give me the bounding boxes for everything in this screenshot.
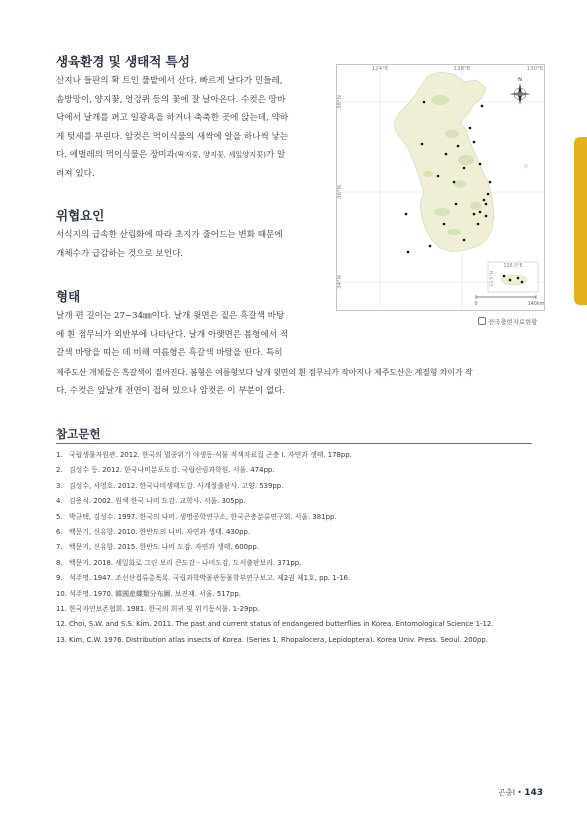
reference-item xyxy=(56,556,536,571)
reference-text: 김성수, 서영호. 2012. 한국나비생태도감. 사계절출판사. 고양. 539pp. xyxy=(69,481,284,490)
lat-label-1: 38°N xyxy=(337,95,343,109)
inset-lat-label: 33.5°N xyxy=(490,271,495,287)
reference-text: 백문기, 신유항. 2010. 한반도의 나비. 자연과 생태. 430pp. xyxy=(69,527,251,536)
reference-number: 6. xyxy=(56,527,63,536)
habitat-line-1: 산지나 들판의 확 트인 풀밭에서 산다. 빠르게 날다가 민들레, xyxy=(56,76,283,86)
reference-number: 7. xyxy=(56,543,63,552)
reference-item xyxy=(56,540,536,555)
reference-text: 백문기, 신유항. 2015. 한반도 나비 도감. 자연과 생태. 600pp. xyxy=(69,543,259,552)
reference-item xyxy=(56,463,536,478)
reference-number: 4. xyxy=(56,497,63,506)
lat-label-2: 36°N xyxy=(337,185,343,199)
threat-paragraph xyxy=(56,226,324,263)
reference-item xyxy=(56,510,536,525)
reference-text: 김성수 등. 2012. 한국나비분포도감. 국립산림과학원. 서울. 474pp. xyxy=(69,466,275,475)
reference-text: 석주명. 1970. 韓國産蝶類分布圖. 보진재. 서울. 517pp. xyxy=(69,589,241,598)
morphology-paragraph xyxy=(56,307,546,401)
morph-line-1: 날개 편 길이는 27~34㎜이다. 날개 윗면은 짙은 흑갈색 바탕 xyxy=(56,311,285,321)
reference-text: 김용식. 2002. 원색 한국 나비 도감. 교학사. 서울. 305pp. xyxy=(69,497,246,506)
reference-text: 백문기. 2018. 세밀화로 그린 보리 큰도감 - 나비도감. 도서출판보리. 371pp. xyxy=(69,558,302,567)
reference-text: 박규택, 김성수. 1997. 한국의 나비. 생명공학연구소, 한국곤충분류연구회. 서울. 381pp. xyxy=(69,512,337,521)
threat-line-1: 서식지의 급속한 산림화에 따라 초지가 줄어드는 변화 때문에 xyxy=(56,230,283,240)
threat-heading: 위협요인 xyxy=(56,208,105,223)
habitat-line-3: 닥에서 날개를 펴고 일광욕을 하거나 축축한 곳에 앉는데, 약하 xyxy=(56,113,289,123)
page-footer xyxy=(498,787,543,798)
reference-item xyxy=(56,571,536,586)
morph-line-5: 다. 수컷은 앞날개 전연이 접혀 있으나 암컷은 이 부분이 없다. xyxy=(56,386,286,396)
habitat-line-5: 다. 애벌레의 먹이식물은 장미과 xyxy=(56,150,175,160)
reference-number: 12. xyxy=(56,620,67,629)
reference-item xyxy=(56,448,536,463)
references-divider xyxy=(56,443,532,444)
reference-item xyxy=(56,633,536,648)
reference-number: 13. xyxy=(56,635,67,644)
references-list xyxy=(56,448,536,648)
reference-number: 1. xyxy=(56,451,63,459)
reference-number: 11. xyxy=(56,604,67,613)
threat-line-2: 개체수가 급감하는 것으로 보인다. xyxy=(56,248,184,259)
reference-number: 2. xyxy=(56,466,63,475)
reference-number: 3. xyxy=(56,481,63,490)
map-caption-text: 전국출현자료현황 xyxy=(488,318,538,326)
reference-number: 10. xyxy=(56,589,67,598)
data-source-icon xyxy=(478,317,486,325)
scale-start: 0 xyxy=(474,302,478,307)
morphology-heading: 형태 xyxy=(56,289,81,304)
lon-label-3: 130°E xyxy=(526,66,544,72)
chapter-side-tab xyxy=(574,137,587,305)
scale-end: 140km xyxy=(527,302,545,307)
footer-section-label: 곤충Ⅰ xyxy=(498,788,515,797)
reference-item xyxy=(56,494,536,509)
habitat-heading: 생육환경 및 생태적 특성 xyxy=(56,54,190,69)
reference-item xyxy=(56,587,536,602)
morph-line-4: 제주도산 개체들은 흑갈색이 짙어진다. 봄형은 여름형보다 날개 윗면의 흰 점무늬가 작아지나 제주도산은 계절형 차이가 작 xyxy=(56,366,473,377)
inset-lon-label: 126.5°E xyxy=(503,264,523,269)
habitat-line-5-plants: (딱지꽃, 양지꽃, 세잎양지꽃) xyxy=(174,150,266,159)
habitat-paragraph xyxy=(56,72,324,183)
island-ulleung xyxy=(524,164,527,167)
reference-text: Kim, C.W. 1976. Distribution atlas insects of Korea. (Series 1, Rhopalocera, Lepidoptera). Korea Univ. Press. Seoul. 200pp. xyxy=(69,635,488,644)
reference-text: Choi, S.W. and S.S. Kim. 2011. The past and current status of endangered butterflies in Korea. Entomological Science 1-12. xyxy=(69,620,494,629)
map-caption xyxy=(478,317,537,326)
footer-bullet: • xyxy=(517,788,522,797)
morph-line-2: 에 흰 점무늬가 외반부에 나타난다. 날개 아랫면은 봄형에서 적 xyxy=(56,329,289,340)
lon-label-1: 124°E xyxy=(371,66,389,72)
references-heading: 참고문헌 xyxy=(56,427,101,441)
reference-item xyxy=(56,617,536,632)
compass-n-label: N xyxy=(518,77,522,83)
morph-line-3: 갈색 바탕을 띠는 데 비해 여름형은 흑갈색 바탕을 띤다. 특히 xyxy=(56,348,283,358)
reference-number: 8. xyxy=(56,558,63,567)
reference-item xyxy=(56,525,536,540)
reference-number: 9. xyxy=(56,574,63,583)
reference-number: 5. xyxy=(56,512,63,521)
reference-text: 국립생물자원관. 2012. 한국의 멸종위기 야생동·식물 적색자료집 곤충 I. 자연과 생태. 178pp. xyxy=(69,451,352,459)
habitat-line-2: 솜방망이, 양지꽃, 엉겅퀴 등의 꽃에 잘 날아온다. 수컷은 땅바 xyxy=(56,94,286,105)
distribution-map xyxy=(336,64,545,311)
reference-text: 석주명. 1947. 조선산접류총목록. 국립과학박물관동물학부연구보고. 제2권 제1호, pp. 1-16. xyxy=(69,574,351,583)
reference-item xyxy=(56,479,536,494)
reference-item xyxy=(56,602,536,617)
reference-text: 한국자연보존협회. 1981. 한국의 희귀 및 위기동식물. 1-29pp. xyxy=(69,604,260,613)
habitat-line-4: 게 텃세를 부린다. 암컷은 먹이식물의 새싹에 알을 하나씩 낳는 xyxy=(56,131,289,142)
jeju-inset xyxy=(488,262,538,292)
habitat-line-5-end: 가 알 xyxy=(265,150,286,160)
lat-label-3: 34°N xyxy=(337,275,343,289)
habitat-line-6: 려져 있다. xyxy=(56,168,95,179)
lon-label-2: 128°E xyxy=(453,66,471,72)
page-number: 143 xyxy=(524,788,543,798)
